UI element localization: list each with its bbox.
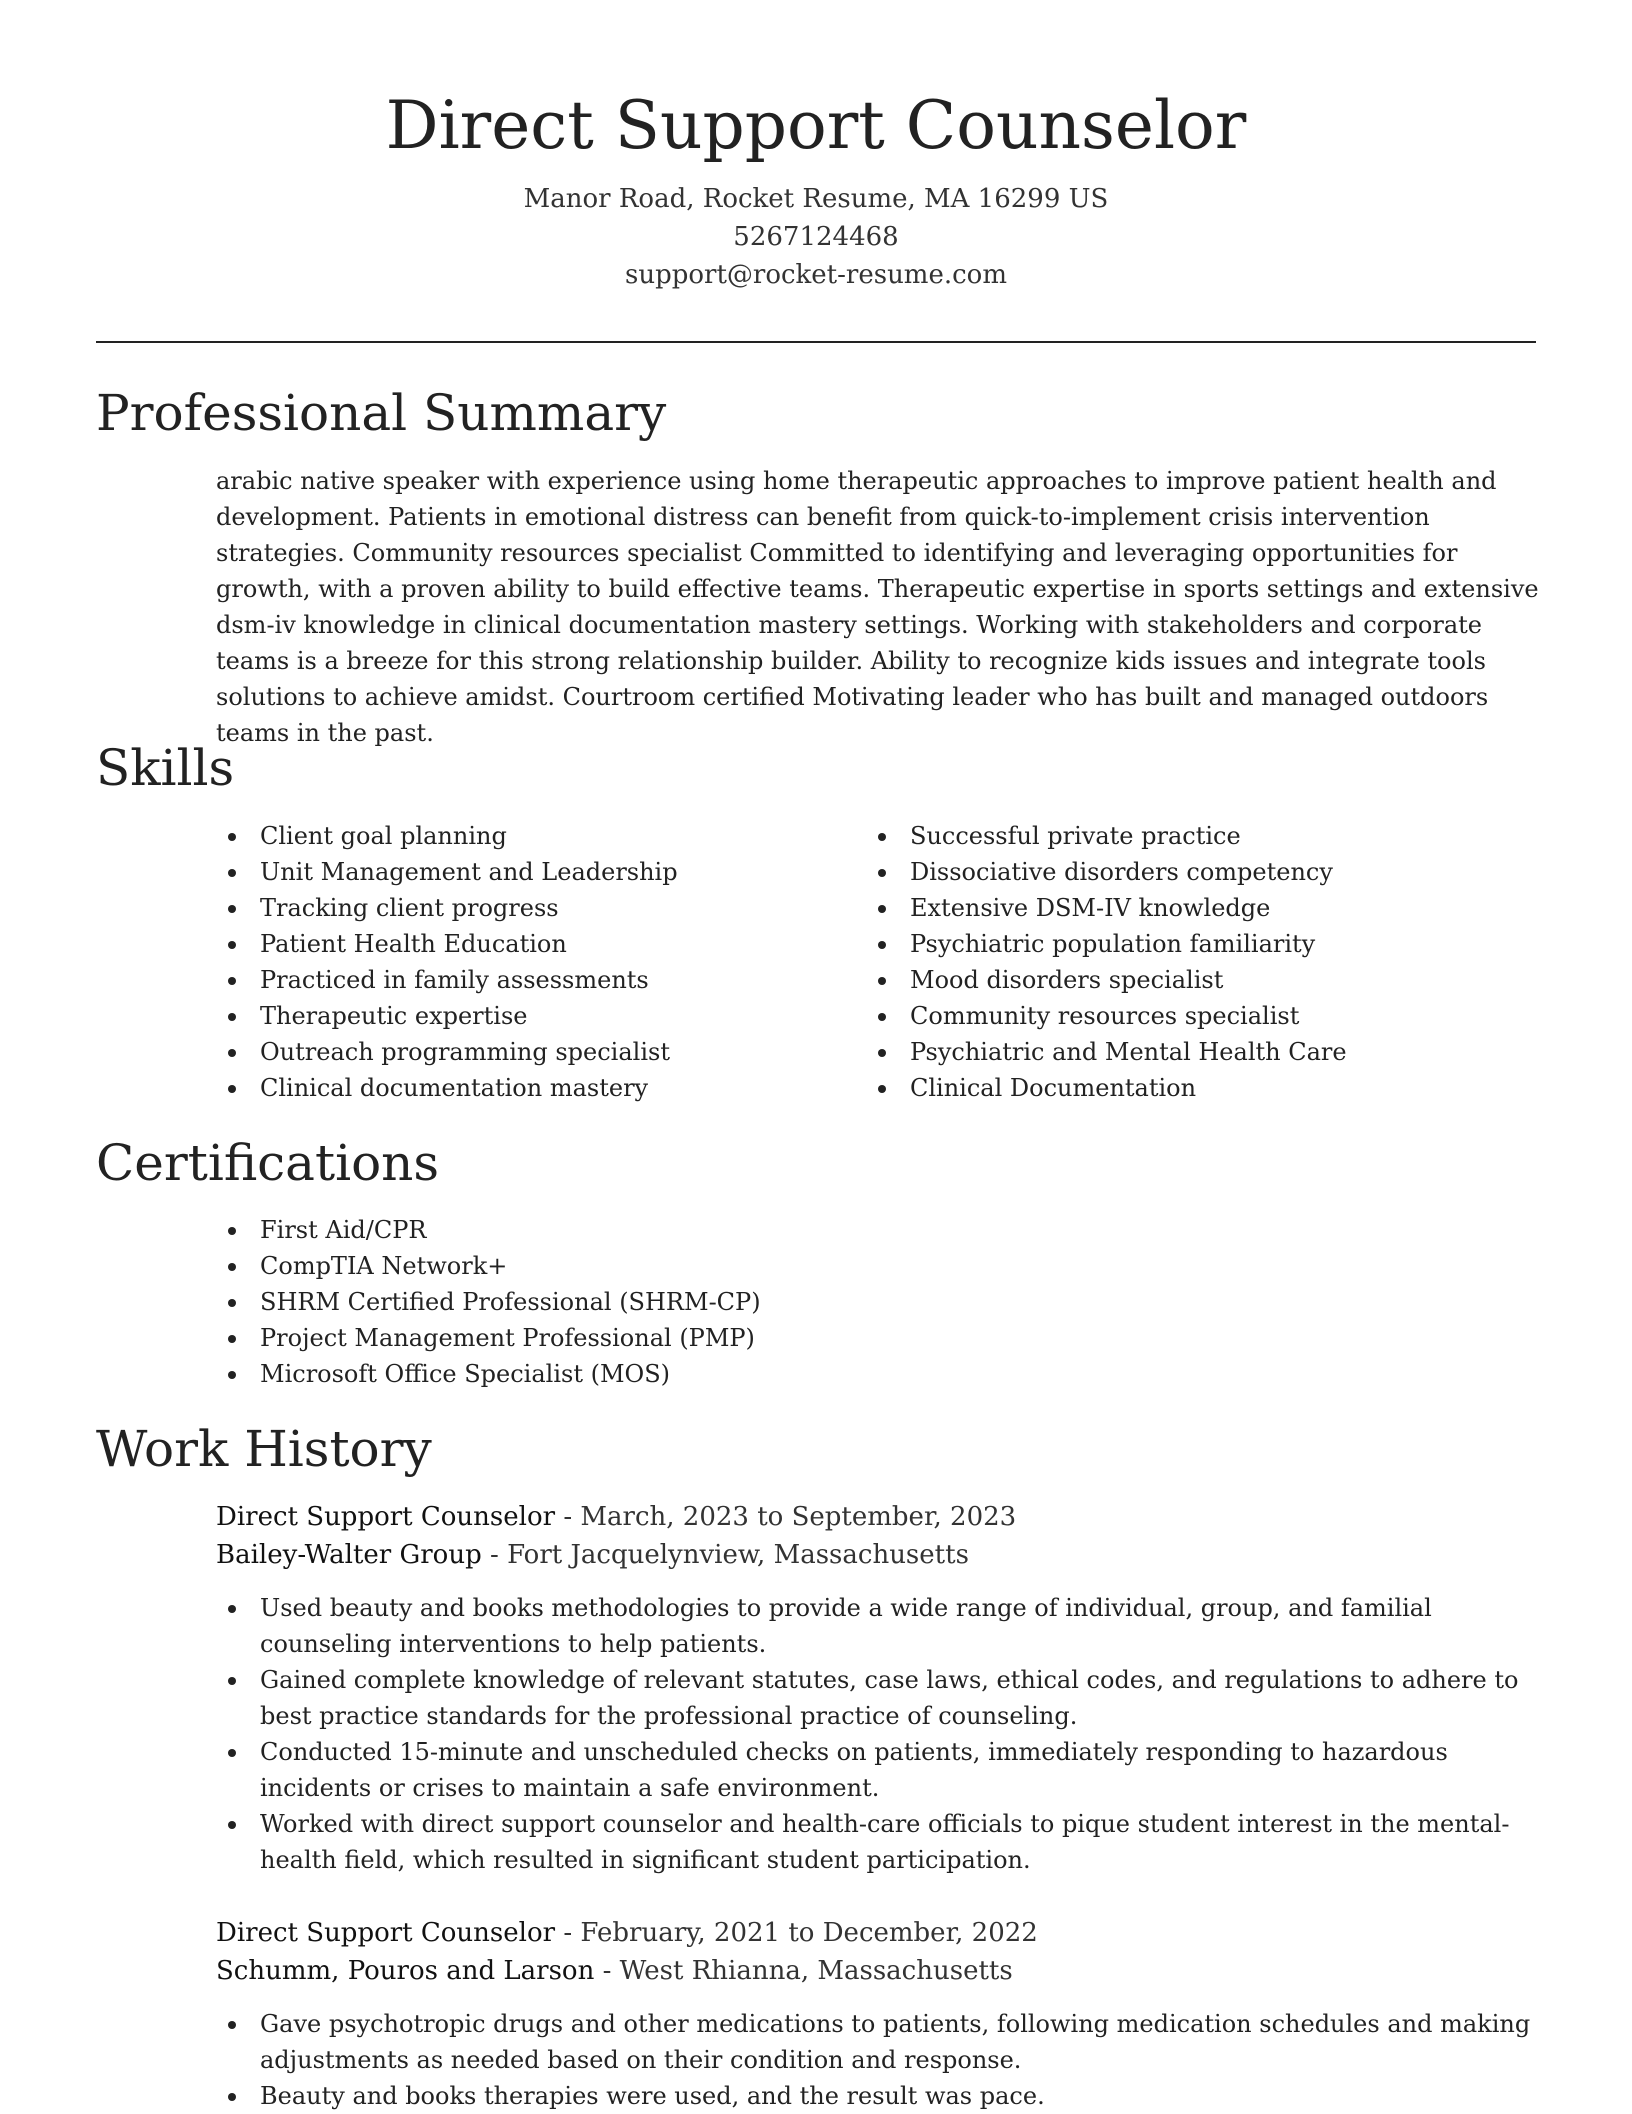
job-bullet: Worked with direct support counselor and health-care officials to pique student interest in the mental-health field, which resulted in significant student participation. [216, 1806, 1546, 1878]
skill-item: Therapeutic expertise [216, 998, 836, 1034]
job-role: Direct Support Counselor [216, 1502, 556, 1532]
skill-item: Dissociative disorders competency [866, 854, 1546, 890]
skill-item: Patient Health Education [216, 926, 836, 962]
certifications-list [216, 1212, 1116, 1392]
job-title-line: Direct Support Counselor - March, 2023 to September, 2023 [216, 1502, 1017, 1532]
job-dates: March, 2023 to September, 2023 [580, 1502, 1017, 1532]
section-title-skills: Skills [96, 739, 235, 797]
job-bullet: Gave psychotropic drugs and other medications to patients, following medication schedules and making adjustments as needed based on their condition and response. [216, 2006, 1546, 2078]
certification-item: CompTIA Network+ [216, 1248, 1116, 1284]
skill-item: Unit Management and Leadership [216, 854, 836, 890]
phone: 5267124468 [733, 222, 899, 252]
summary-text: arabic native speaker with experience using home therapeutic approaches to improve patient health and development. Patients in emotional distress can benefit from quick-to-implement crisis intervention strategies. Community resources specialist Committed to identifying and leveraging opportunities for growth, with a proven ability to build effective teams. Therapeutic expertise in sports settings and extensive dsm-iv knowledge in clinical documentation mastery settings. Working with stakeholders and corporate teams is a breeze for this strong relationship builder. Ability to recognize kids issues and integrate tools solutions to achieve amidst. Courtroom certified Motivating leader who has built and managed outdoors teams in the past. [216, 467, 1539, 747]
certification-item: First Aid/CPR [216, 1212, 1116, 1248]
skill-item: Extensive DSM-IV knowledge [866, 890, 1546, 926]
skill-item: Outreach programming specialist [216, 1034, 836, 1070]
email: support@rocket-resume.com [624, 260, 1007, 290]
section-title-work-history: Work History [96, 1420, 432, 1478]
job-company-line: Schumm, Pouros and Larson - West Rhianna, Massachusetts [216, 1956, 1013, 1986]
resume-header [0, 0, 1632, 294]
job-company: Schumm, Pouros and Larson [216, 1956, 595, 1986]
certification-item: SHRM Certified Professional (SHRM-CP) [216, 1284, 1116, 1320]
skill-item: Clinical Documentation [866, 1070, 1546, 1106]
job-bullets [216, 1590, 1546, 1878]
job-bullet: Used beauty and books methodologies to provide a wide range of individual, group, and familial counseling interventions to help patients. [216, 1590, 1546, 1662]
job-bullet: Gained complete knowledge of relevant statutes, case laws, ethical codes, and regulations to adhere to best practice standards for the professional practice of counseling. [216, 1662, 1546, 1734]
section-title-summary: Professional Summary [96, 384, 667, 442]
skill-item: Psychiatric population familiarity [866, 926, 1546, 962]
job-company-line: Bailey-Walter Group - Fort Jacquelynview, Massachusetts [216, 1540, 969, 1570]
job-location: Fort Jacquelynview, Massachusetts [507, 1540, 969, 1570]
header-divider [96, 341, 1536, 343]
certification-item: Microsoft Office Specialist (MOS) [216, 1356, 1116, 1392]
job-dates: February, 2021 to December, 2022 [580, 1918, 1038, 1948]
skills-list-left [216, 818, 836, 1106]
job-bullet: Conducted 15-minute and unscheduled checks on patients, immediately responding to hazardous incidents or crises to maintain a safe environment. [216, 1734, 1546, 1806]
job-role: Direct Support Counselor [216, 1918, 556, 1948]
candidate-name: Direct Support Counselor [385, 87, 1247, 164]
address: Manor Road, Rocket Resume, MA 16299 US [523, 184, 1109, 214]
skill-item: Successful private practice [866, 818, 1546, 854]
job-entry [216, 1914, 1546, 2114]
skill-item: Psychiatric and Mental Health Care [866, 1034, 1546, 1070]
job-location: West Rhianna, Massachusetts [619, 1956, 1013, 1986]
skill-item: Clinical documentation mastery [216, 1070, 836, 1106]
skill-item: Practiced in family assessments [216, 962, 836, 998]
certification-item: Project Management Professional (PMP) [216, 1320, 1116, 1356]
skill-item: Client goal planning [216, 818, 836, 854]
skill-item: Tracking client progress [216, 890, 836, 926]
job-title-line: Direct Support Counselor - February, 2021 to December, 2022 [216, 1918, 1038, 1948]
skills-list-right [866, 818, 1546, 1106]
job-entry [216, 1498, 1546, 1878]
job-bullet: Beauty and books therapies were used, and the result was pace. [216, 2078, 1546, 2114]
job-company: Bailey-Walter Group [216, 1540, 482, 1570]
contact-info [0, 180, 1632, 294]
skill-item: Community resources specialist [866, 998, 1546, 1034]
job-bullets [216, 2006, 1546, 2114]
skill-item: Mood disorders specialist [866, 962, 1546, 998]
section-title-certifications: Certifications [96, 1134, 440, 1192]
